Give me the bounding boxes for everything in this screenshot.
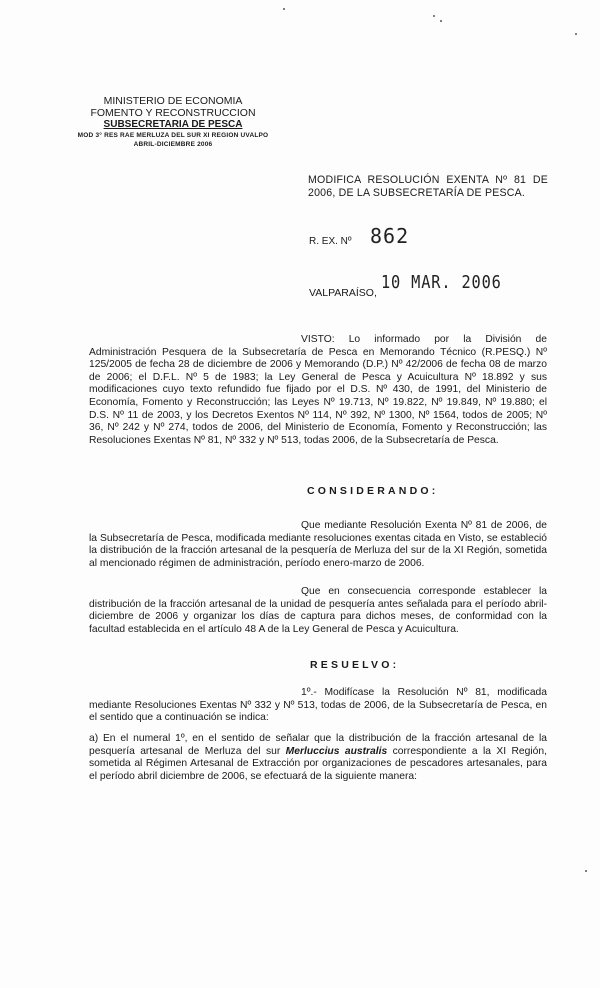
- resuelvo-item-1: [89, 687, 547, 725]
- item-a-text-end: correspondiente a la XI Región, sometida al Régimen Artesanal de Extracción por organizaciones de pescadores artesanales, para el período abril diciembre de 2006, se efectuará de la siguiente manera:: [89, 745, 547, 782]
- visto-paragraph: [89, 334, 547, 447]
- visto-text: Lo informado por la División de Administración Pesquera de la Subsecretaría de Pesca en Memorando Técnico (R.PESQ.) Nº 125/2005 de fecha 28 de diciembre de 2006 y Memorando (D.P.) Nº 42/2006 de fecha 08 de marzo de 2006; el D.F.L. Nº 5 de 1983; la Ley General de Pesca y Acuicultura Nº 18.892 y sus modificaciones cuyo texto refundido fue fijado por el D.S. Nº 430, de 1991, del Ministerio de Economía, Fomento y Reconstrucción; las Leyes Nº 19.713, Nº 19.822, Nº 19.849, Nº 19.880; el D.S. Nº 11 de 2003, y los Decretos Exentos Nº 114, Nº 392, Nº 1300, Nº 1564, todos de 2005; Nº 36, Nº 242 y Nº 274, todos de 2006, del Ministerio de Economía, Fomento y Reconstrucción; las Resoluciones Exentas Nº 81, Nº 332 y Nº 513, todas 2006, de la Subsecretaría de Pesca.: [89, 334, 547, 446]
- considerando-text-2: Que en consecuencia corresponde establecer la distribución de la fracción artesanal de la unidad de pesquería antes señalada para el período abril-diciembre de 2006 y organizar los días de captura para dichos meses, de conformidad con la facultad establecida en el artículo 48 A de la Ley General de Pesca y Acuicultura.: [89, 586, 547, 635]
- scan-speck: [440, 20, 442, 22]
- letterhead: [48, 95, 298, 149]
- scan-speck: [575, 33, 577, 35]
- resolution-subject: MODIFICA RESOLUCIÓN EXENTA Nº 81 DE 2006, DE LA SUBSECRETARÍA DE PESCA.: [308, 174, 548, 199]
- resolution-number: 862: [370, 224, 410, 248]
- considerando-paragraph-1: [89, 520, 547, 570]
- resuelvo-item-1-text: 1º.- Modifícase la Resolución Nº 81, modificada mediante Resoluciones Exentas Nº 332 y Nº 513, todas de 2006, de la Subsecretaría de Pesca, en el sentido que a continuación se indica:: [89, 687, 547, 724]
- scan-speck: [585, 870, 587, 872]
- reference-period: ABRIL-DICIEMBRE 2006: [133, 141, 213, 148]
- subsecretaria-name: SUBSECRETARIA DE PESCA: [103, 119, 243, 130]
- date-stamp: 10 MAR. 2006: [381, 272, 502, 293]
- place: VALPARAÍSO,: [309, 287, 377, 299]
- scan-speck: [433, 15, 435, 17]
- considerando-heading: CONSIDERANDO:: [307, 485, 439, 497]
- species-name: Merluccius australis: [285, 745, 388, 757]
- resolution-label: R. EX. Nº: [309, 236, 352, 247]
- resuelvo-item-a: [89, 733, 547, 783]
- item-a-text-start: a) En el numeral 1º, en el sentido de señalar que la distribución de la fracción artesanal de la pesquería artesanal de Merluza del sur: [89, 733, 547, 757]
- scan-speck: [283, 8, 285, 10]
- resuelvo-heading: RESUELVO:: [310, 659, 400, 671]
- considerando-text-1: Que mediante Resolución Exenta Nº 81 de 2006, de la Subsecretaría de Pesca, modificada mediante resoluciones exentas citada en Visto, se estableció la distribución de la fracción artesanal de la pesquería de Merluza del sur de la XI Región, sometida al mencionado régimen de administración, período enero-marzo de 2006.: [89, 520, 547, 569]
- considerando-paragraph-2: [89, 586, 547, 636]
- ministry-name: MINISTERIO DE ECONOMIA: [103, 95, 243, 107]
- ministry-name-line2: FOMENTO Y RECONSTRUCCION: [90, 107, 256, 119]
- visto-lead: VISTO:: [301, 334, 335, 345]
- reference-line: MOD 3° RES RAE MERLUZA DEL SUR XI REGION UVALPO: [77, 132, 269, 139]
